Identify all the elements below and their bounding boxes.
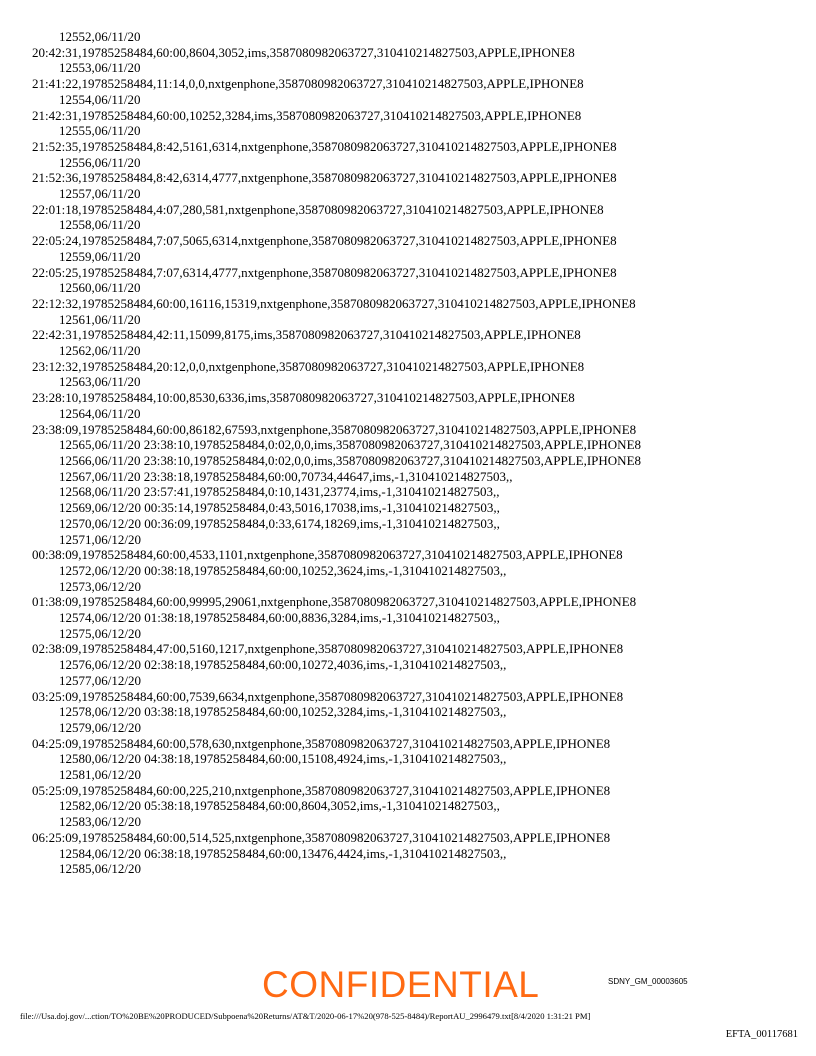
footer-file-path: file:///Usa.doj.gov/...ction/TO%20BE%20PRODUCED/Subpoena%20Returns/AT&T/2020-06-17%20(978-525-8484)/ReportAU_2996479.txt[8/4/2020 1:31:21 PM]: [20, 1011, 591, 1021]
log-line: 12562,06/11/20: [59, 343, 141, 359]
log-line: 12567,06/11/20 23:38:18,19785258484,60:00,70734,44647,ims,-1,310410214827503,,: [59, 468, 513, 484]
log-line: 12578,06/12/20 03:38:18,19785258484,60:00,10252,3284,ims,-1,310410214827503,,: [59, 704, 507, 720]
log-line: 22:05:25,19785258484,7:07,6314,4777,nxtgenphone,3587080982063727,310410214827503,APPLE,IPHONE8: [32, 264, 617, 280]
log-line: 23:12:32,19785258484,20:12,0,0,nxtgenphone,3587080982063727,310410214827503,APPLE,IPHONE8: [32, 358, 585, 374]
log-line: 01:38:09,19785258484,60:00,99995,29061,nxtgenphone,3587080982063727,310410214827503,APPLE,IPHONE8: [32, 594, 637, 610]
log-line: 12558,06/11/20: [59, 217, 141, 233]
log-line: 12574,06/12/20 01:38:18,19785258484,60:00,8836,3284,ims,-1,310410214827503,,: [59, 610, 500, 626]
log-line: 12577,06/12/20: [59, 672, 141, 688]
log-line: 22:12:32,19785258484,60:00,16116,15319,nxtgenphone,3587080982063727,310410214827503,APPLE,IPHONE8: [32, 295, 636, 311]
log-line: 05:25:09,19785258484,60:00,225,210,nxtgenphone,3587080982063727,310410214827503,APPLE,IPHONE8: [32, 782, 611, 798]
log-line: 00:38:09,19785258484,60:00,4533,1101,nxtgenphone,3587080982063727,310410214827503,APPLE,IPHONE8: [32, 547, 623, 563]
log-line: 02:38:09,19785258484,47:00,5160,1217,nxtgenphone,3587080982063727,310410214827503,APPLE,IPHONE8: [32, 641, 624, 657]
log-line: 12556,06/11/20: [59, 154, 141, 170]
log-line: 12573,06/12/20: [59, 578, 141, 594]
log-line: 22:01:18,19785258484,4:07,280,581,nxtgenphone,3587080982063727,310410214827503,APPLE,IPHONE8: [32, 201, 604, 217]
log-line: 12559,06/11/20: [59, 248, 141, 264]
log-line: 23:28:10,19785258484,10:00,8530,6336,ims,3587080982063727,310410214827503,APPLE,IPHONE8: [32, 390, 575, 406]
log-line: 21:52:35,19785258484,8:42,5161,6314,nxtgenphone,3587080982063727,310410214827503,APPLE,IPHONE8: [32, 138, 617, 154]
log-line: 03:25:09,19785258484,60:00,7539,6634,nxtgenphone,3587080982063727,310410214827503,APPLE,IPHONE8: [32, 688, 624, 704]
log-line: 04:25:09,19785258484,60:00,578,630,nxtgenphone,3587080982063727,310410214827503,APPLE,IPHONE8: [32, 735, 611, 751]
log-line: 12579,06/12/20: [59, 719, 141, 735]
log-line: 12584,06/12/20 06:38:18,19785258484,60:00,13476,4424,ims,-1,310410214827503,,: [59, 845, 507, 861]
log-line: 12569,06/12/20 00:35:14,19785258484,0:43,5016,17038,ims,-1,310410214827503,,: [59, 500, 500, 516]
log-line: 12568,06/11/20 23:57:41,19785258484,0:10,1431,23774,ims,-1,310410214827503,,: [59, 484, 500, 500]
log-line: 12552,06/11/20: [59, 29, 141, 44]
log-line: 12554,06/11/20: [59, 91, 141, 107]
log-line: 22:42:31,19785258484,42:11,15099,8175,ims,3587080982063727,310410214827503,APPLE,IPHONE8: [32, 327, 581, 343]
log-line: 12565,06/11/20 23:38:10,19785258484,0:02,0,0,ims,3587080982063727,310410214827503,APPLE,IPHONE8: [59, 437, 642, 453]
log-line: 12585,06/12/20: [59, 861, 141, 877]
log-line: 12566,06/11/20 23:38:10,19785258484,0:02,0,0,ims,3587080982063727,310410214827503,APPLE,IPHONE8: [59, 452, 642, 468]
log-line: 12583,06/12/20: [59, 814, 141, 830]
log-line: 12582,06/12/20 05:38:18,19785258484,60:00,8604,3052,ims,-1,310410214827503,,: [59, 798, 500, 814]
log-line: 22:05:24,19785258484,7:07,5065,6314,nxtgenphone,3587080982063727,310410214827503,APPLE,IPHONE8: [32, 233, 617, 249]
log-line: 12561,06/11/20: [59, 311, 141, 327]
log-line: 21:42:31,19785258484,60:00,10252,3284,ims,3587080982063727,310410214827503,APPLE,IPHONE8: [32, 107, 582, 123]
log-line: 12571,06/12/20: [59, 531, 141, 547]
log-line: 12581,06/12/20: [59, 767, 141, 783]
log-line: 12570,06/12/20 00:36:09,19785258484,0:33,6174,18269,ims,-1,310410214827503,,: [59, 515, 500, 531]
efta-number: EFTA_00117681: [725, 1029, 798, 1040]
log-line: 12557,06/11/20: [59, 186, 141, 202]
confidential-stamp: CONFIDENTIAL: [262, 964, 540, 1005]
log-line: 12560,06/11/20: [59, 280, 141, 296]
bates-number: SDNY_GM_00003605: [608, 977, 688, 986]
log-line: 12575,06/12/20: [59, 625, 141, 641]
log-line: 12572,06/12/20 00:38:18,19785258484,60:00,10252,3624,ims,-1,310410214827503,,: [59, 562, 507, 578]
log-line: 12580,06/12/20 04:38:18,19785258484,60:00,15108,4924,ims,-1,310410214827503,,: [59, 751, 507, 767]
log-line: 20:42:31,19785258484,60:00,8604,3052,ims,3587080982063727,310410214827503,APPLE,IPHONE8: [32, 44, 575, 60]
log-line: 12576,06/12/20 02:38:18,19785258484,60:00,10272,4036,ims,-1,310410214827503,,: [59, 657, 507, 673]
log-line: 21:41:22,19785258484,11:14,0,0,nxtgenphone,3587080982063727,310410214827503,APPLE,IPHONE8: [32, 76, 584, 92]
log-line: 12553,06/11/20: [59, 60, 141, 76]
log-line: 23:38:09,19785258484,60:00,86182,67593,nxtgenphone,3587080982063727,310410214827503,APPLE,IPHONE8: [32, 421, 637, 437]
log-line: 21:52:36,19785258484,8:42,6314,4777,nxtgenphone,3587080982063727,310410214827503,APPLE,IPHONE8: [32, 170, 617, 186]
log-line: 12555,06/11/20: [59, 123, 141, 139]
log-line: 06:25:09,19785258484,60:00,514,525,nxtgenphone,3587080982063727,310410214827503,APPLE,IPHONE8: [32, 829, 611, 845]
log-line: 12563,06/11/20: [59, 374, 141, 390]
log-line: 12564,06/11/20: [59, 405, 141, 421]
call-log-text: [32, 29, 808, 877]
